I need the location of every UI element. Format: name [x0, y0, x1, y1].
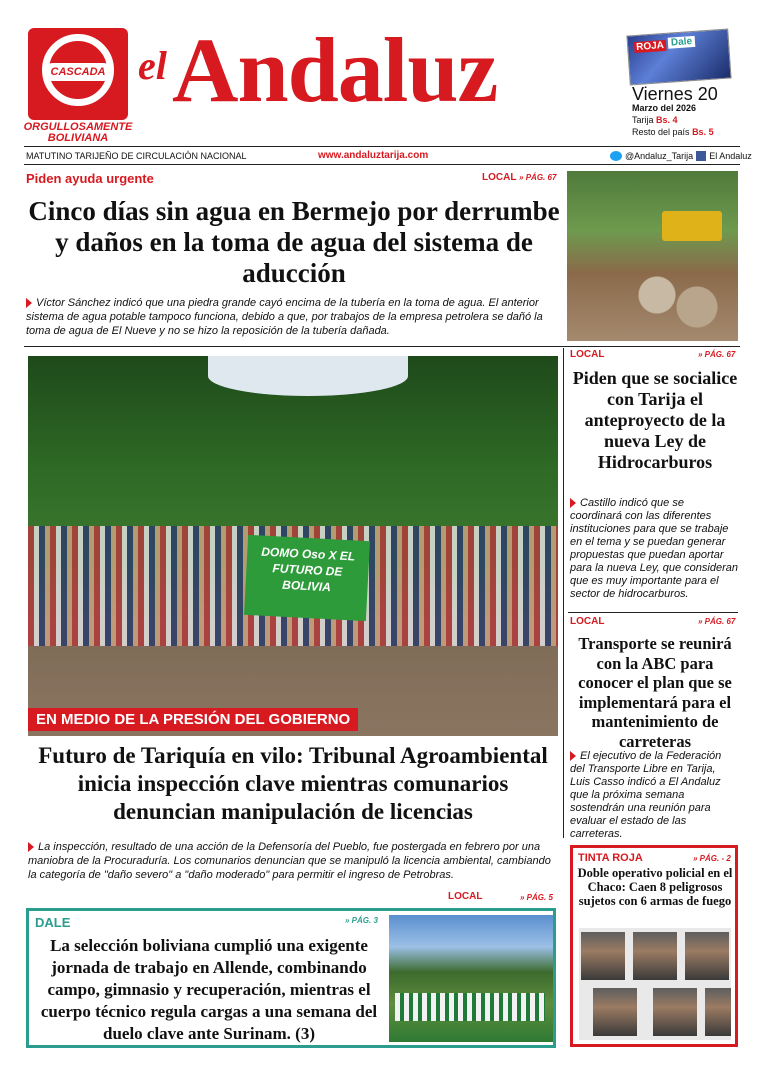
thumb-label-dale: Dale: [668, 36, 696, 49]
side-story-2-headline[interactable]: Transporte se reunirá con la ABC para conocer el plan que se implementará para el mantenimiento de carreteras: [578, 634, 732, 751]
facebook-handle[interactable]: El Andaluz: [709, 151, 752, 161]
website-link[interactable]: www.andaluztarija.com: [318, 150, 429, 161]
cascada-logo: [28, 28, 128, 120]
date-month: Marzo del 2026: [632, 103, 697, 113]
top-story-lede: Víctor Sánchez indicó que una piedra grande cayó encima de la tubería en la toma de agua. El anterior sistema de agua potable tampoco funciona, debido a que, por trabajos de la empresa petrolera se dañó la toma de agua de El Nueve y no se hizo la reposición de la tubería dañada.: [26, 297, 543, 337]
tinta-roja-box[interactable]: [570, 845, 738, 1047]
side-story-2-text: El ejecutivo de la Federación del Transporte Libre en Tarija, Luis Casso indicó a El Andaluz que la próxima semana sostendrán una reunión para evaluar el estado de las carreteras.: [570, 750, 722, 840]
excavator-icon: [662, 211, 722, 241]
date-day: Viernes 20: [632, 84, 718, 104]
main-story-headline[interactable]: Futuro de Tariquía en vilo: Tribunal Agroambiental inicia inspección clave mientras comunarios denuncian manipulación de licencias: [38, 743, 548, 824]
main-story-lede: La inspección, resultado de una acción de la Defensoría del Pueblo, fue postergada en febrero por una maniobra de la Procuraduría. Los comunarios denuncian que se manipuló la licencia ambiental, cambiando la categoría de "daño severo" a "daño moderado" para permitir el ingreso de Petrobras.: [28, 841, 551, 881]
social-links: [610, 151, 752, 161]
protest-banner: DOMO Oso X EL FUTURO DE BOLIVIA: [244, 535, 370, 621]
side-story-1-page: » PÁG. 67: [698, 350, 736, 359]
top-story-headline[interactable]: Cinco días sin agua en Bermejo por derrumbe y daños en la toma de agua del sistema de aducción: [28, 196, 560, 288]
bullet-icon: [26, 298, 32, 308]
side-story-2-section: LOCAL: [570, 616, 605, 627]
top-story-kicker: Piden ayuda urgente: [26, 171, 154, 186]
bullet-icon: [28, 842, 34, 852]
mugshot-grid: [579, 928, 731, 1040]
dale-headline[interactable]: La selección boliviana cumplió una exigente jornada de trabajo en Allende, combinando campo, gimnasio y recuperación, mientras el cuerpo técnico regula cargas a una semana del duelo clave ante Surinam. (3): [40, 936, 378, 1043]
price-rest: Resto del país Bs. 5: [632, 127, 714, 137]
logo-text: CASCADA: [44, 63, 112, 81]
masthead-rule-bottom: [24, 164, 740, 165]
dale-photo[interactable]: [389, 915, 553, 1042]
main-story-section: LOCAL: [448, 891, 483, 902]
dale-box[interactable]: [26, 908, 556, 1048]
main-story-photo[interactable]: [28, 356, 558, 736]
thumb-label-roja: ROJA: [635, 40, 665, 53]
side-story-1-headline[interactable]: Piden que se socialice con Tarija el anteproyecto de la nueva Ley de Hidrocarburos: [572, 368, 738, 472]
side-story-1-section: LOCAL: [570, 349, 605, 360]
price-local: Tarija Bs. 4: [632, 115, 678, 125]
twitter-icon: [610, 151, 622, 161]
main-story-page: » PÁG. 5: [520, 893, 553, 902]
dale-section: DALE: [35, 915, 71, 930]
supplement-thumbnail[interactable]: [626, 29, 731, 86]
slogan: ORGULLOSAMENTE BOLIVIANA: [23, 121, 133, 144]
tinta-roja-section: TINTA ROJA: [578, 852, 643, 864]
section-rule: [24, 346, 740, 347]
tinta-roja-headline[interactable]: Doble operativo policial en el Chaco: Caen 8 peligrosos sujetos con 6 armas de fuego: [577, 866, 733, 908]
bullet-icon: [570, 751, 576, 761]
facebook-icon: [696, 151, 706, 161]
dale-page: » PÁG. 3: [345, 916, 378, 925]
main-photo-caption: EN MEDIO DE LA PRESIÓN DEL GOBIERNO: [28, 708, 358, 731]
bullet-icon: [570, 498, 576, 508]
side-story-1-text: Castillo indicó que se coordinará con las diferentes instituciones para que se trabaje en el tema y se puedan generar propuestas que puedan aportar para la nueva Ley, que consideran que es muy importante para el sector de hidrocarburos.: [570, 497, 738, 600]
twitter-handle[interactable]: @Andaluz_Tarija: [625, 151, 694, 161]
column-divider: [563, 348, 564, 838]
side-rule: [568, 612, 738, 613]
newspaper-title: Andaluz: [172, 19, 498, 121]
top-story-section: LOCAL » PÁG. 67: [482, 172, 557, 183]
title-prefix: el: [138, 43, 167, 88]
top-story-photo[interactable]: [567, 171, 738, 341]
tinta-roja-page: » PÁG. - 2: [693, 854, 731, 863]
tagline: MATUTINO TARIJEÑO DE CIRCULACIÓN NACIONAL: [26, 151, 247, 161]
side-story-2-page: » PÁG. 67: [698, 617, 736, 626]
masthead-rule-top: [24, 146, 740, 147]
